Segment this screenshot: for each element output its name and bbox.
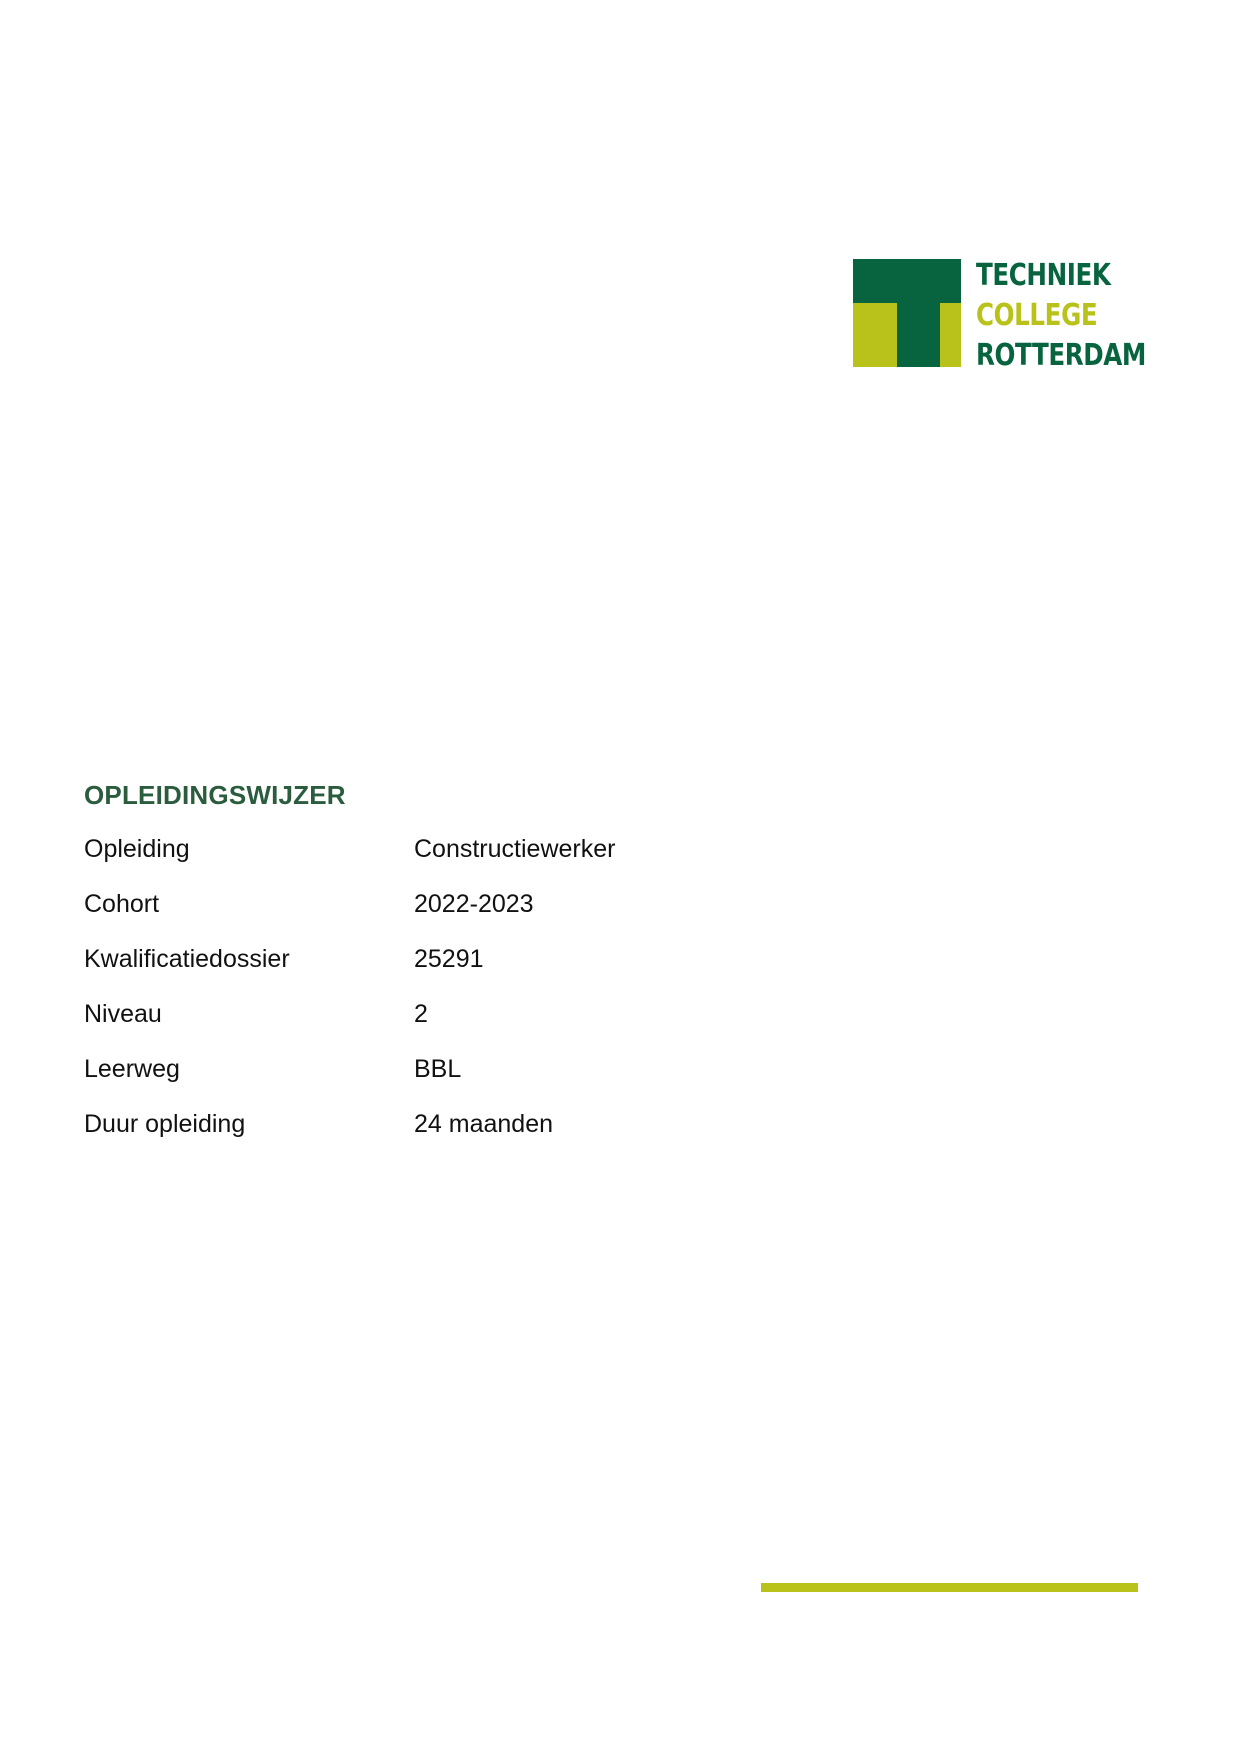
info-label: Kwalificatiedossier bbox=[84, 945, 290, 973]
info-label: Duur opleiding bbox=[84, 1110, 246, 1138]
logo-word-rotterdam: ROTTERDAM bbox=[976, 338, 1146, 373]
info-row-niveau bbox=[84, 997, 784, 1052]
info-value: Constructiewerker bbox=[414, 835, 616, 863]
info-label: Cohort bbox=[84, 890, 160, 918]
info-value: BBL bbox=[414, 1055, 462, 1083]
logo-mark-stem bbox=[897, 303, 940, 367]
program-info-table bbox=[84, 832, 784, 1162]
logo-word-techniek: TECHNIEK bbox=[976, 258, 1111, 293]
info-value: 2 bbox=[414, 1000, 428, 1028]
info-row-kwalificatiedossier bbox=[84, 942, 784, 997]
logo-word-college: COLLEGE bbox=[976, 298, 1098, 333]
section-title: OPLEIDINGSWIJZER bbox=[84, 780, 346, 810]
info-row-opleiding bbox=[84, 832, 784, 887]
info-value: 25291 bbox=[414, 945, 484, 973]
info-row-cohort bbox=[84, 887, 784, 942]
footer-accent-rule bbox=[761, 1583, 1138, 1592]
info-value: 2022-2023 bbox=[414, 890, 534, 918]
logo-t-mark-icon bbox=[853, 259, 961, 367]
techniek-college-rotterdam-logo bbox=[853, 259, 1153, 371]
info-label: Leerweg bbox=[84, 1055, 180, 1083]
info-value: 24 maanden bbox=[414, 1110, 554, 1138]
info-row-leerweg bbox=[84, 1052, 784, 1107]
logo-mark-top-bar bbox=[853, 259, 961, 303]
info-label: Opleiding bbox=[84, 835, 190, 863]
info-label: Niveau bbox=[84, 1000, 162, 1028]
info-row-duur-opleiding bbox=[84, 1107, 784, 1162]
